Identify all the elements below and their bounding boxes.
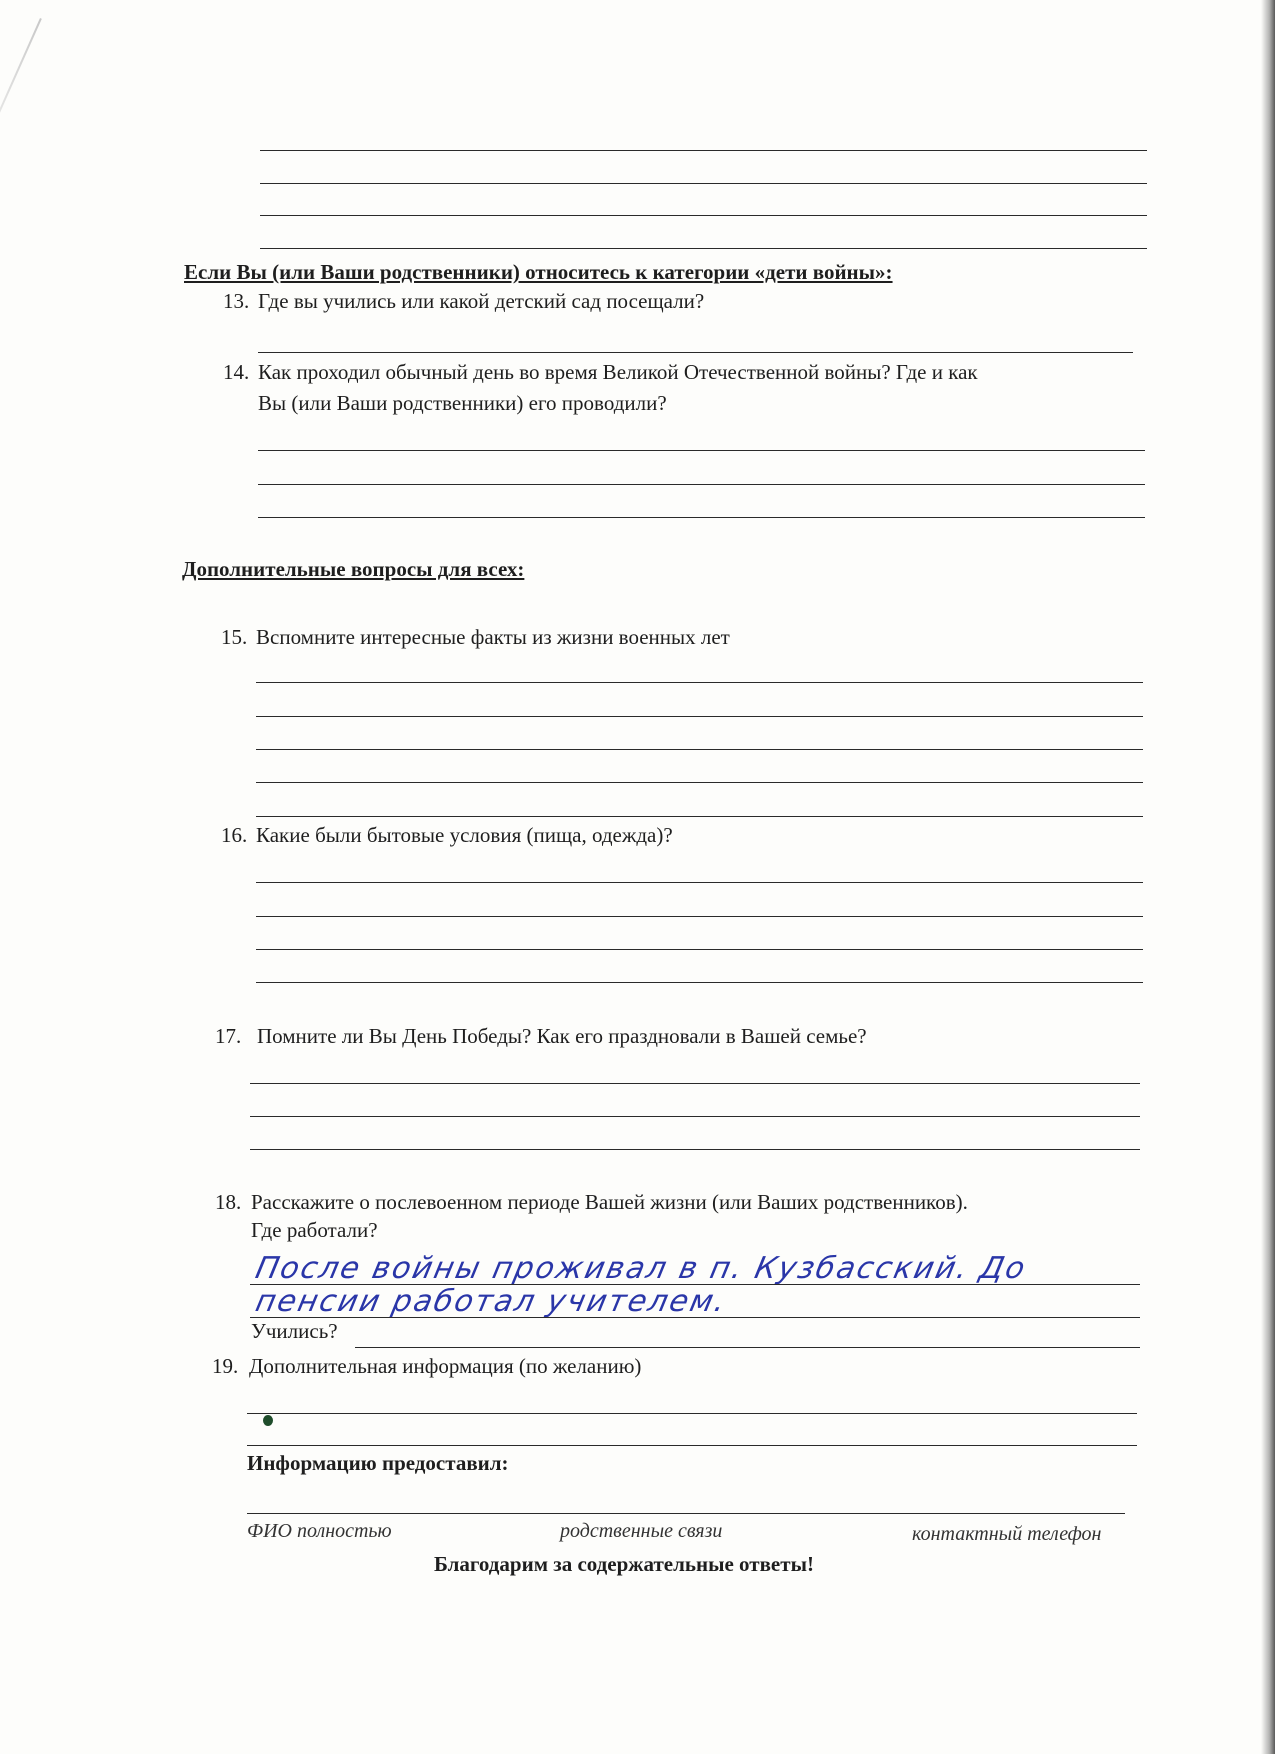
thank-you-note: Благодарим за содержательные ответы!	[434, 1552, 814, 1576]
question-16-number: 16.	[221, 823, 248, 847]
answer-line[interactable]	[256, 882, 1143, 883]
caption-contact-phone: контактный телефон	[912, 1523, 1102, 1545]
ink-dot	[263, 1415, 273, 1426]
answer-line[interactable]	[256, 949, 1143, 950]
answer-line[interactable]	[258, 450, 1145, 451]
answer-line[interactable]	[260, 150, 1147, 151]
answer-line[interactable]	[256, 816, 1143, 817]
answer-line[interactable]	[260, 248, 1147, 249]
studied-label: Учились?	[251, 1319, 338, 1343]
caption-relation: родственные связи	[560, 1520, 723, 1542]
question-17-number: 17.	[215, 1024, 242, 1048]
handwritten-answer-line1: После войны проживал в п. Кузбасский. До	[252, 1251, 1030, 1286]
question-14-number: 14.	[223, 360, 250, 384]
question-17-text: Помните ли Вы День Победы? Как его праздновали в Вашей семье?	[257, 1024, 867, 1048]
answer-line[interactable]	[250, 1116, 1140, 1117]
question-18-text-line1: Расскажите о послевоенном периоде Вашей жизни (или Ваших родственников).	[251, 1190, 968, 1214]
question-16-text: Какие были бытовые условия (пища, одежда)?	[256, 823, 673, 847]
caption-full-name: ФИО полностью	[247, 1520, 392, 1542]
answer-line[interactable]	[258, 484, 1145, 485]
info-provided-label: Информацию предоставил:	[247, 1451, 509, 1475]
question-18-text-line2: Где работали?	[251, 1218, 378, 1242]
question-14-text-line1: Как проходил обычный день во время Великой Отечественной войны? Где и как	[258, 360, 978, 384]
answer-line[interactable]	[256, 682, 1143, 683]
answer-line[interactable]	[256, 716, 1143, 717]
answer-line[interactable]	[258, 517, 1145, 518]
question-15-number: 15.	[221, 625, 248, 649]
question-14-text-line2: Вы (или Ваши родственники) его проводили?	[258, 391, 667, 415]
paper-fold-line	[0, 18, 42, 192]
answer-line[interactable]	[247, 1413, 1137, 1414]
question-15-text: Вспомните интересные факты из жизни военных лет	[256, 625, 730, 649]
question-13-number: 13.	[223, 289, 250, 313]
answer-line[interactable]	[260, 183, 1147, 184]
answer-line[interactable]	[260, 215, 1147, 216]
answer-line[interactable]	[250, 1317, 1140, 1318]
section-heading-children-of-war: Если Вы (или Ваши родственники) относитесь к категории «дети войны»:	[184, 260, 893, 284]
respondent-info-line[interactable]	[247, 1513, 1125, 1514]
question-19-number: 19.	[212, 1354, 239, 1378]
question-18-number: 18.	[215, 1190, 242, 1214]
answer-line[interactable]	[250, 1083, 1140, 1084]
answer-line[interactable]	[258, 352, 1133, 353]
answer-line[interactable]	[256, 782, 1143, 783]
studied-answer-line[interactable]	[355, 1347, 1140, 1348]
question-13-text: Где вы учились или какой детский сад посещали?	[258, 289, 705, 313]
answer-line[interactable]	[256, 916, 1143, 917]
section-heading-for-all: Дополнительные вопросы для всех:	[182, 557, 525, 581]
answer-line[interactable]	[256, 749, 1143, 750]
handwritten-answer-line2: пенсии работал учителем.	[252, 1284, 731, 1319]
answer-line[interactable]	[256, 982, 1143, 983]
answer-line[interactable]	[247, 1445, 1137, 1446]
answer-line[interactable]	[250, 1149, 1140, 1150]
question-19-text: Дополнительная информация (по желанию)	[249, 1354, 642, 1378]
scan-edge-shadow	[1261, 0, 1275, 1754]
